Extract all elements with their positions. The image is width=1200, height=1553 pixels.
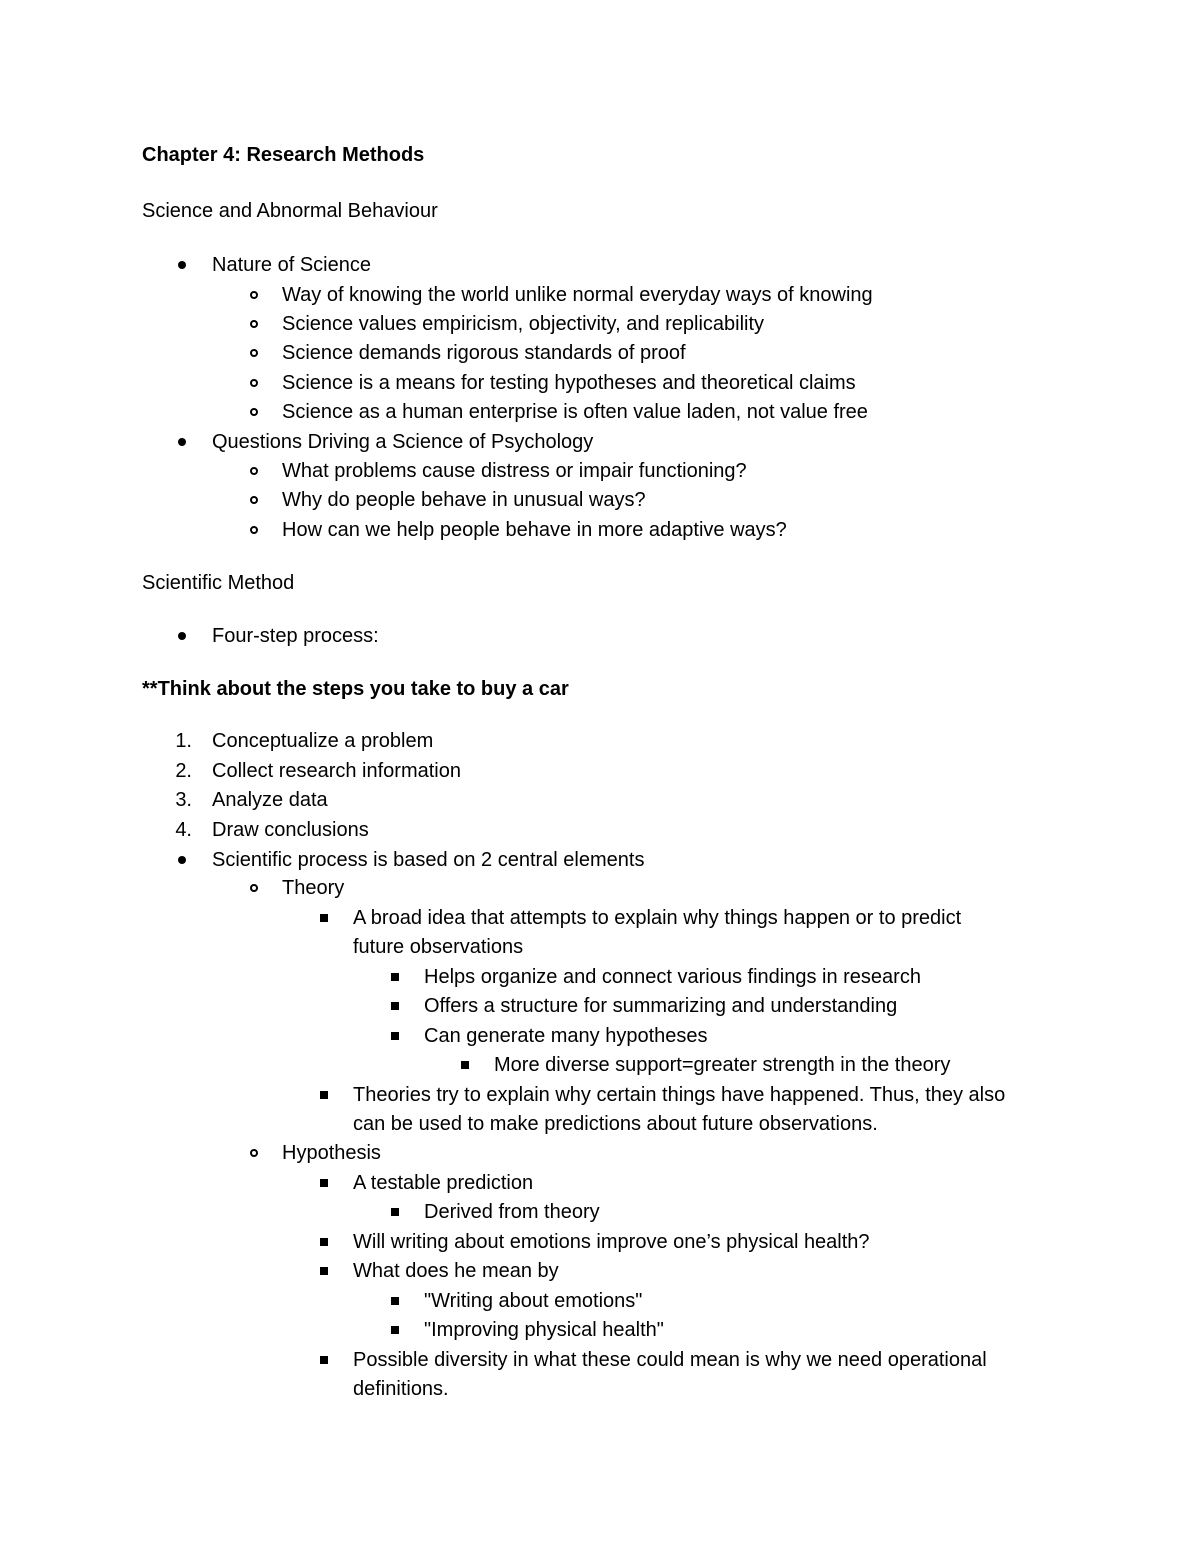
list-item xyxy=(0,338,1200,368)
list-item-text: What problems cause distress or impair functioning? xyxy=(282,460,747,482)
list-item-continuation xyxy=(0,932,1200,962)
list-item-text: Why do people behave in unusual ways? xyxy=(282,489,646,511)
list-item xyxy=(0,456,1200,486)
list-item-text: How can we help people behave in more adaptive ways? xyxy=(282,519,787,541)
list-item-text: Will writing about emotions improve one’s physical health? xyxy=(353,1231,870,1253)
step-number: 1. xyxy=(175,730,192,752)
list-item xyxy=(0,1021,1200,1051)
list-item xyxy=(0,1286,1200,1316)
hollow-bullet-icon xyxy=(250,408,258,416)
section-heading-line xyxy=(0,568,1200,598)
list-item xyxy=(0,845,1200,875)
list-item-text: Theory xyxy=(282,877,345,899)
section-heading-method: Scientific Method xyxy=(142,572,295,594)
hollow-bullet-icon xyxy=(250,349,258,357)
section-heading-science: Science and Abnormal Behaviour xyxy=(142,200,438,222)
list-item-text: Analyze data xyxy=(212,789,328,811)
list-item xyxy=(0,1138,1200,1168)
list-item-text: Theories try to explain why certain things have happened. Thus, they also xyxy=(353,1084,1006,1106)
list-item-text: future observations xyxy=(353,936,524,958)
square-bullet-icon xyxy=(391,1326,399,1334)
hollow-bullet-icon xyxy=(250,320,258,328)
list-item-text: Collect research information xyxy=(212,760,461,782)
list-item-text: Way of knowing the world unlike normal everyday ways of knowing xyxy=(282,284,873,306)
list-item-text: definitions. xyxy=(353,1378,449,1400)
list-item xyxy=(0,873,1200,903)
list-item-text: Science is a means for testing hypotheses and theoretical claims xyxy=(282,372,856,394)
square-bullet-icon xyxy=(320,1356,328,1364)
list-item-text: "Improving physical health" xyxy=(424,1319,664,1341)
list-item-text: Offers a structure for summarizing and understanding xyxy=(424,995,898,1017)
step-number: 4. xyxy=(175,819,192,841)
list-item-text: A testable prediction xyxy=(353,1172,534,1194)
square-bullet-icon xyxy=(320,914,328,922)
list-item xyxy=(0,815,1200,845)
list-item-continuation xyxy=(0,1374,1200,1404)
square-bullet-icon xyxy=(320,1091,328,1099)
bullet-icon xyxy=(178,856,186,864)
list-item xyxy=(0,515,1200,545)
list-item-text: Can generate many hypotheses xyxy=(424,1025,708,1047)
hollow-bullet-icon xyxy=(250,884,258,892)
hollow-bullet-icon xyxy=(250,496,258,504)
list-item xyxy=(0,962,1200,992)
list-item xyxy=(0,1050,1200,1080)
list-item xyxy=(0,1227,1200,1257)
section-heading-line xyxy=(0,196,1200,226)
list-item-text: Four-step process: xyxy=(212,625,379,647)
hollow-bullet-icon xyxy=(250,379,258,387)
square-bullet-icon xyxy=(320,1267,328,1275)
list-item-text: can be used to make predictions about future observations. xyxy=(353,1113,878,1135)
list-item xyxy=(0,1197,1200,1227)
list-item xyxy=(0,785,1200,815)
square-bullet-icon xyxy=(391,1208,399,1216)
list-item-text: Questions Driving a Science of Psychology xyxy=(212,431,594,453)
bullet-icon xyxy=(178,261,186,269)
list-item-text: Nature of Science xyxy=(212,254,371,276)
list-item xyxy=(0,991,1200,1021)
square-bullet-icon xyxy=(391,973,399,981)
list-item-text: "Writing about emotions" xyxy=(424,1290,643,1312)
list-item xyxy=(0,427,1200,457)
list-item xyxy=(0,485,1200,515)
list-item-text: Science demands rigorous standards of proof xyxy=(282,342,686,364)
list-item xyxy=(0,368,1200,398)
list-item xyxy=(0,1256,1200,1286)
bullet-icon xyxy=(178,438,186,446)
hollow-bullet-icon xyxy=(250,467,258,475)
step-number: 2. xyxy=(175,760,192,782)
list-item-text: More diverse support=greater strength in the theory xyxy=(494,1054,951,1076)
square-bullet-icon xyxy=(391,1002,399,1010)
list-item xyxy=(0,1315,1200,1345)
list-item xyxy=(0,621,1200,651)
list-item-text: Conceptualize a problem xyxy=(212,730,434,752)
note-text: **Think about the steps you take to buy a car xyxy=(142,678,569,700)
list-item xyxy=(0,903,1200,933)
step-number: 3. xyxy=(175,789,192,811)
list-item-text: Science values empiricism, objectivity, and replicability xyxy=(282,313,765,335)
chapter-title: Chapter 4: Research Methods xyxy=(142,144,425,166)
bullet-icon xyxy=(178,632,186,640)
list-item xyxy=(0,397,1200,427)
note-line xyxy=(0,674,1200,704)
list-item-text: Scientific process is based on 2 central elements xyxy=(212,849,645,871)
list-item-text: Derived from theory xyxy=(424,1201,600,1223)
list-item xyxy=(0,280,1200,310)
square-bullet-icon xyxy=(320,1179,328,1187)
list-item xyxy=(0,726,1200,756)
list-item-text: Hypothesis xyxy=(282,1142,381,1164)
list-item xyxy=(0,250,1200,280)
list-item xyxy=(0,756,1200,786)
square-bullet-icon xyxy=(461,1061,469,1069)
list-item xyxy=(0,309,1200,339)
list-item xyxy=(0,1168,1200,1198)
list-item-text: Helps organize and connect various findings in research xyxy=(424,966,921,988)
list-item-text: What does he mean by xyxy=(353,1260,559,1282)
list-item xyxy=(0,1345,1200,1375)
square-bullet-icon xyxy=(391,1297,399,1305)
hollow-bullet-icon xyxy=(250,1149,258,1157)
list-item-text: A broad idea that attempts to explain why things happen or to predict xyxy=(353,907,962,929)
square-bullet-icon xyxy=(320,1238,328,1246)
list-item-continuation xyxy=(0,1109,1200,1139)
list-item-text: Science as a human enterprise is often value laden, not value free xyxy=(282,401,868,423)
list-item-text: Possible diversity in what these could mean is why we need operational xyxy=(353,1349,987,1371)
hollow-bullet-icon xyxy=(250,526,258,534)
list-item xyxy=(0,1080,1200,1110)
square-bullet-icon xyxy=(391,1032,399,1040)
chapter-title-line xyxy=(0,140,1200,170)
list-item-text: Draw conclusions xyxy=(212,819,369,841)
hollow-bullet-icon xyxy=(250,291,258,299)
